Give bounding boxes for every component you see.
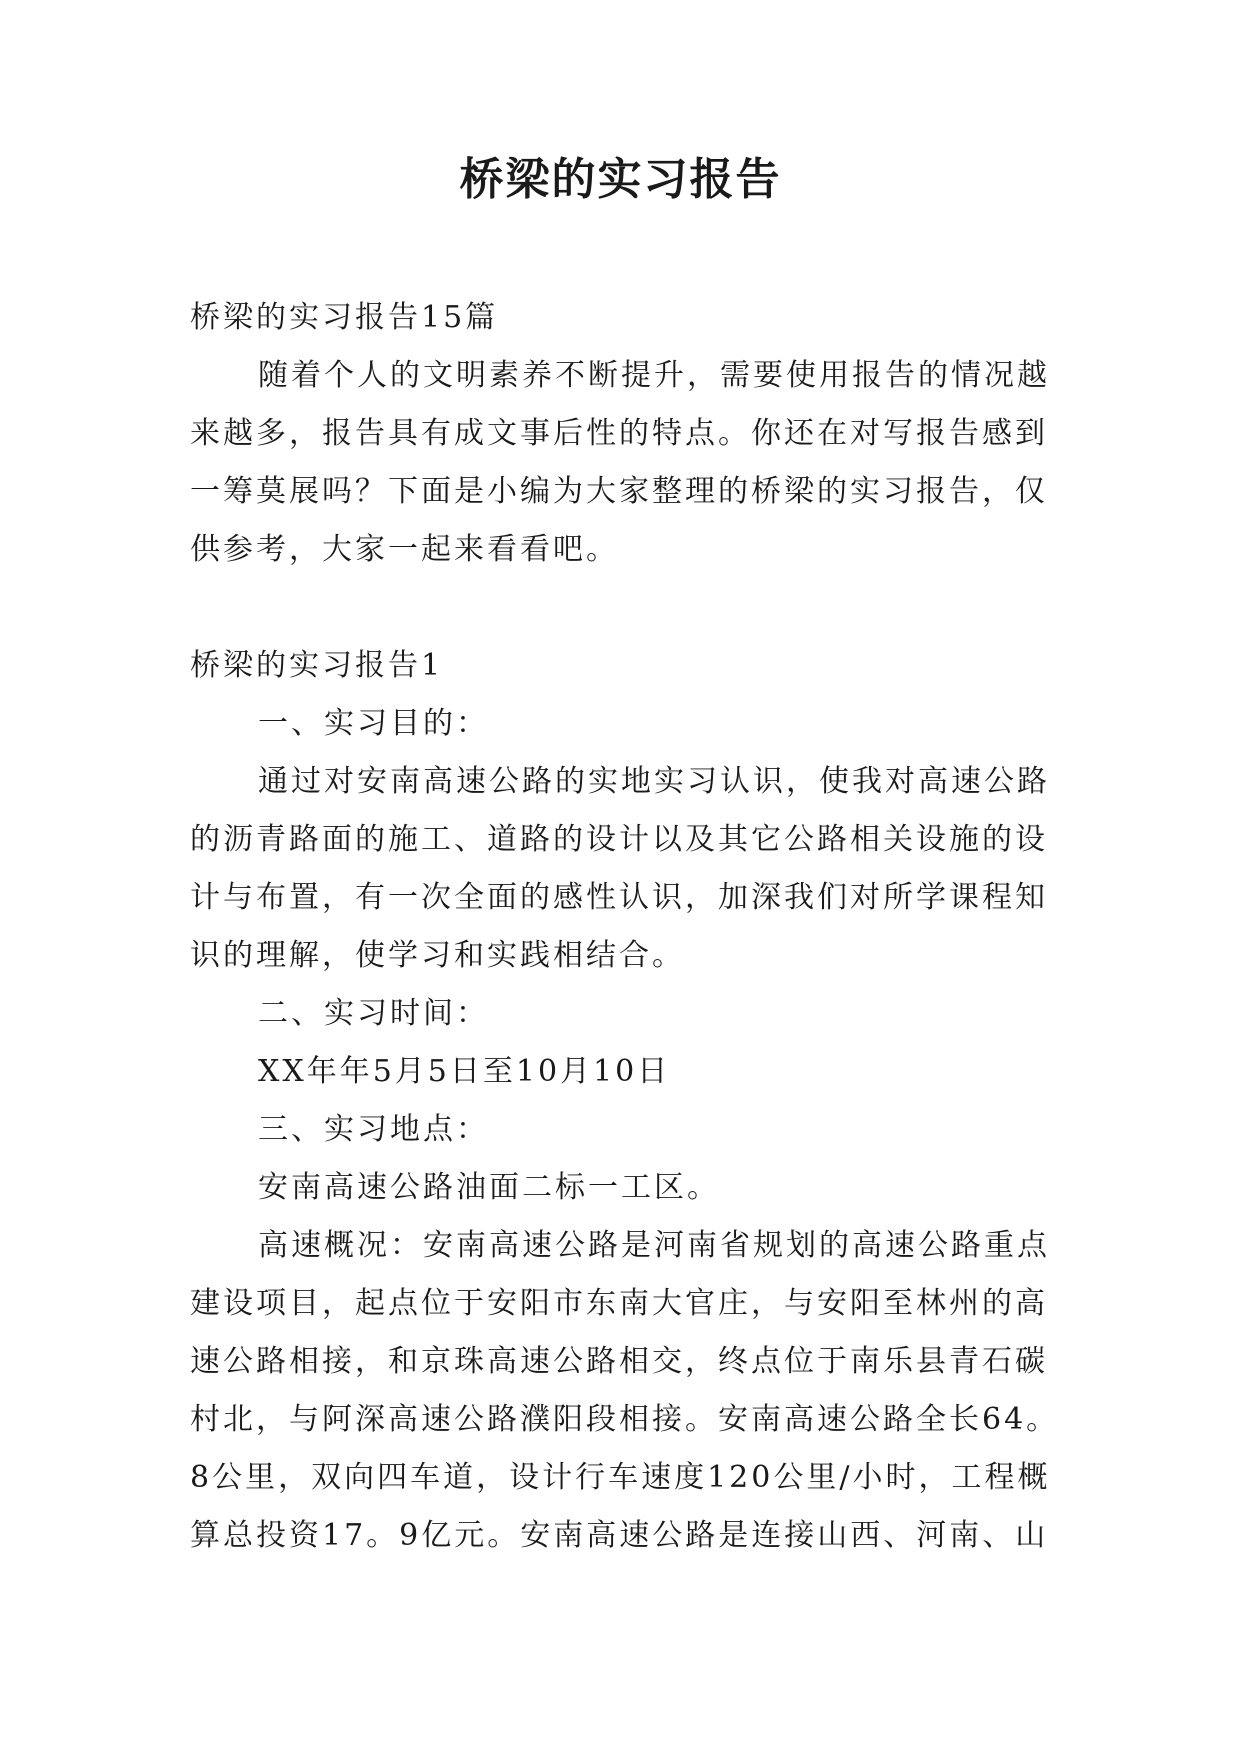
overview-line: 算总投资17。9亿元。安南高速公路是连接山西、河南、山: [190, 1518, 1049, 1553]
intro-line: 供参考，大家一起来看看吧。: [190, 532, 619, 567]
overview-line: 8公里，双向四车道，设计行车速度120公里/小时，工程概: [190, 1460, 1051, 1495]
purpose-heading: 一、实习目的：: [258, 706, 489, 741]
document-subtitle: 桥梁的实习报告15篇: [190, 300, 499, 335]
overview-line: 村北，与阿深高速公路濮阳段相接。安南高速公路全长64。: [190, 1402, 1060, 1437]
purpose-line: 通过对安南高速公路的实地实习认识，使我对高速公路: [258, 764, 1050, 799]
overview-line: 高速概况：安南高速公路是河南省规划的高速公路重点: [258, 1228, 1050, 1263]
overview-line: 建设项目，起点位于安阳市东南大官庄，与安阳至林州的高: [190, 1286, 1048, 1321]
document-body: [190, 289, 1080, 1565]
intro-line: 随着个人的文明素养不断提升，需要使用报告的情况越: [258, 358, 1050, 393]
time-heading: 二、实习时间：: [258, 996, 489, 1031]
intro-line: 来越多，报告具有成文事后性的特点。你还在对写报告感到: [190, 416, 1048, 451]
place-value: 安南高速公路油面二标一工区。: [258, 1170, 720, 1205]
time-value: XX年年5月5日至10月10日: [258, 1054, 671, 1089]
purpose-line: 的沥青路面的施工、道路的设计以及其它公路相关设施的设: [190, 822, 1048, 857]
overview-line: 速公路相接，和京珠高速公路相交，终点位于南乐县青石碳: [190, 1344, 1048, 1379]
place-heading: 三、实习地点：: [258, 1112, 489, 1147]
paragraph-gap: [190, 579, 1080, 637]
intro-line: 一筹莫展吗？下面是小编为大家整理的桥梁的实习报告，仅: [190, 474, 1048, 509]
section-heading: 桥梁的实习报告1: [190, 648, 444, 683]
purpose-line: 计与布置，有一次全面的感性认识，加深我们对所学课程知: [190, 880, 1048, 915]
purpose-line: 识的理解，使学习和实践相结合。: [190, 938, 685, 973]
document-title: 桥梁的实习报告: [459, 154, 782, 205]
